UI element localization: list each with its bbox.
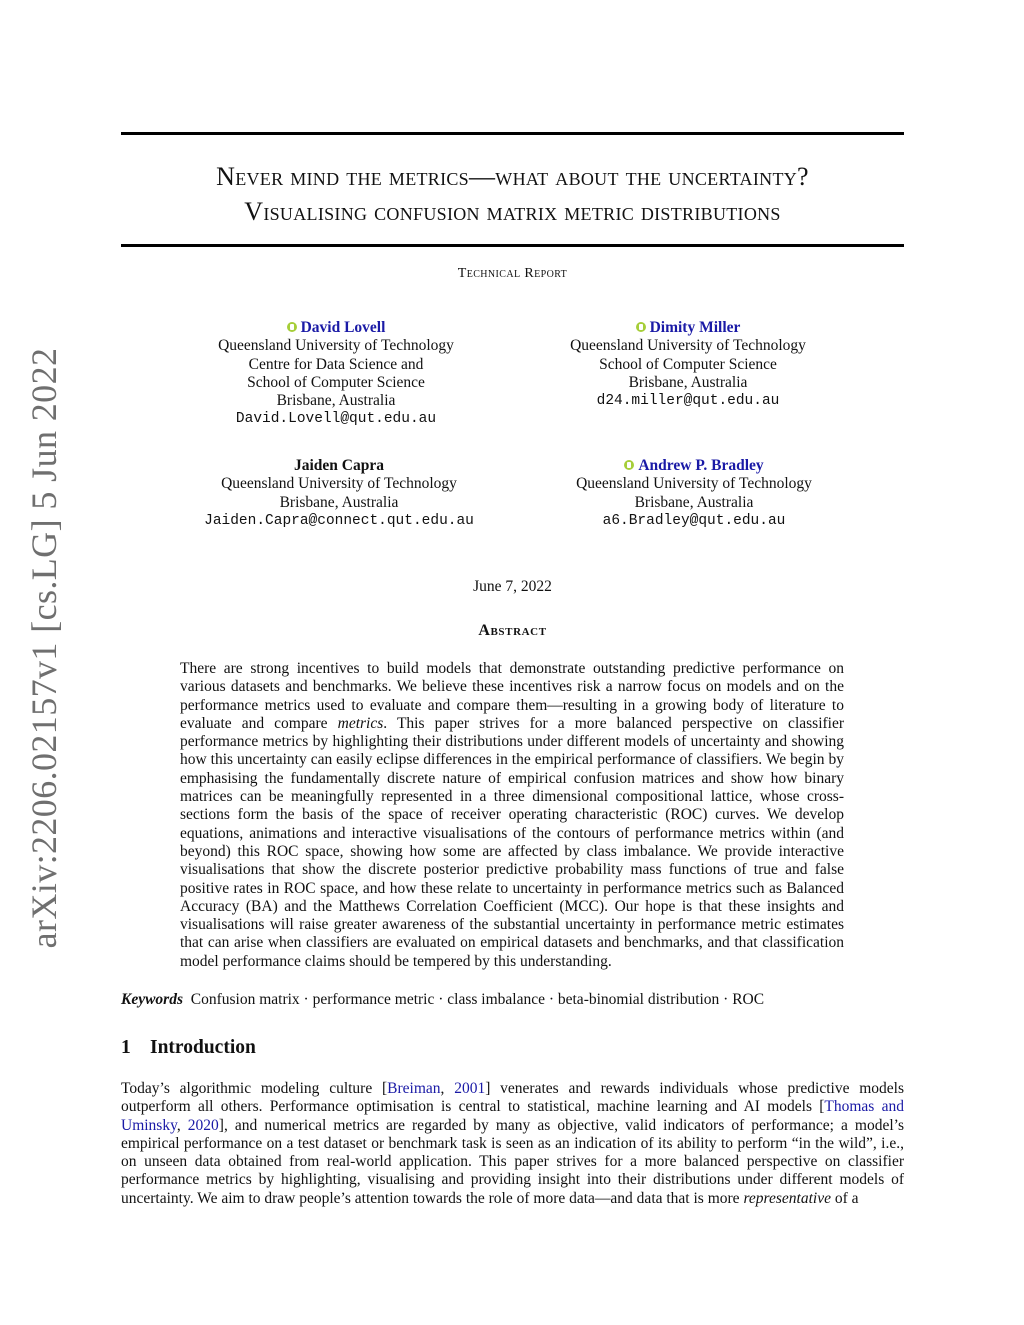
author-name[interactable]: Andrew P. Bradley	[638, 457, 764, 474]
title-top-rule	[121, 132, 904, 135]
author-name[interactable]: David Lovell	[300, 319, 386, 336]
orcid-icon[interactable]	[624, 460, 634, 470]
section-heading	[121, 1037, 256, 1059]
title-bottom-rule	[121, 244, 904, 247]
affiliation-line: Brisbane, Australia	[279, 493, 399, 511]
author-email: d24.miller@qut.edu.au	[596, 393, 780, 410]
arxiv-side-label: arXiv:2206.02157v1 [cs.LG] 5 Jun 2022	[24, 347, 64, 949]
intro-emphasis: representative	[743, 1189, 831, 1207]
affiliation-line: Queensland University of Technology	[221, 475, 457, 493]
author-email: Jaiden.Capra@connect.qut.edu.au	[204, 512, 474, 529]
orcid-icon[interactable]	[287, 322, 297, 332]
author-block-lovell	[156, 319, 516, 429]
affiliation-line: Brisbane, Australia	[628, 373, 748, 391]
keywords-label: Keywords	[121, 991, 183, 1008]
citation-link[interactable]: 2001	[454, 1080, 486, 1097]
keywords-text: Confusion matrix · performance metric · class imbalance · beta-binomial distribution · ROC	[190, 991, 765, 1008]
title-line-2: Visualising confusion matrix metric distributions	[244, 197, 781, 226]
author-block-bradley	[514, 457, 874, 530]
affiliation-line: School of Computer Science	[599, 355, 777, 373]
abstract-emphasis: metrics	[337, 714, 384, 732]
paper-date: June 7, 2022	[473, 578, 552, 595]
affiliation-line: School of Computer Science	[247, 373, 425, 391]
citation-link[interactable]: 2020	[187, 1116, 219, 1134]
abstract-heading: Abstract	[478, 622, 547, 639]
report-type: Technical Report	[457, 266, 568, 281]
intro-paragraph: Today’s algorithmic modeling culture [Breiman, 2001] venerates and rewards individuals whose predictive models outperform all others. Performance optimisation is central to statistical, machine learning and AI models [Thomas and Uminsky, 2020], and numerical metrics are regarded by many as objective, valid indicators of performance; a model’s empirical performance on a test dataset or benchmark task is seen as an indication of its ability to perform “in the wild”, i.e., on unseen data obtained from real-world application. This paper strives for a more balanced perspective on classifier performance metrics by highlighting, visualising and providing insight into their distributions under different models of uncertainty. We aim to draw people’s attention towards the role of more data—and data that is more representative of a	[121, 1080, 904, 1207]
section-number: 1	[121, 1037, 131, 1058]
citation-link[interactable]: Thomas and Uminsky	[121, 1098, 904, 1134]
affiliation-line: Queensland University of Technology	[576, 475, 812, 493]
orcid-icon[interactable]	[636, 322, 646, 332]
affiliation-line: Queensland University of Technology	[570, 337, 806, 355]
author-block-capra	[159, 457, 519, 530]
affiliation-line: Centre for Data Science and	[248, 355, 424, 373]
section-title: Introduction	[150, 1037, 256, 1058]
affiliation-line: Queensland University of Technology	[218, 337, 454, 355]
author-email: a6.Bradley@qut.edu.au	[602, 512, 786, 529]
title-line-1: Never mind the metrics—what about the uncertainty?	[216, 162, 809, 191]
author-email: David.Lovell@qut.edu.au	[235, 411, 437, 428]
keywords	[121, 991, 904, 1009]
author-block-miller	[508, 319, 868, 410]
author-name[interactable]: Dimity Miller	[649, 319, 741, 336]
affiliation-line: Brisbane, Australia	[276, 392, 396, 410]
citation-link[interactable]: Breiman	[387, 1080, 441, 1097]
affiliation-line: Brisbane, Australia	[634, 493, 754, 511]
author-name: Jaiden Capra	[294, 457, 384, 474]
abstract-text: There are strong incentives to build models that demonstrate outstanding predictive performance on various datasets and benchmarks. We believe these incentives risk a narrow focus on models and on the performance metrics used to evaluate and compare them—resulting in a growing body of literature to evaluate and compare metrics. This paper strives for a more balanced perspective on classifier performance metrics by highlighting their distributions under different models of uncertainty and showing how this uncertainty can easily eclipse differences in the empirical performance of classifiers. We begin by emphasising the fundamentally discrete nature of empirical confusion matrices and show how binary matrices can be meaningfully represented in a three dimensional compositional lattice, whose cross-sections form the basis of the space of receiver operating characteristic (ROC) curves. We develop equations, animations and interactive visualisations of the contours of performance metrics within (and beyond) this ROC space, showing how some are affected by class imbalance. We provide interactive visualisations that show the discrete posterior predictive probability mass functions of true and false positive rates in ROC space, and how these relate to uncertainty in performance metrics such as Balanced Accuracy (BA) and the Matthews Correlation Coefficient (MCC). Our hope is that these insights and visualisations will raise greater awareness of the substantial uncertainty in performance metric estimates that can arise when classifiers are evaluated on empirical datasets and benchmarks, and that classification model performance claims should be tempered by this understanding.	[180, 660, 845, 970]
